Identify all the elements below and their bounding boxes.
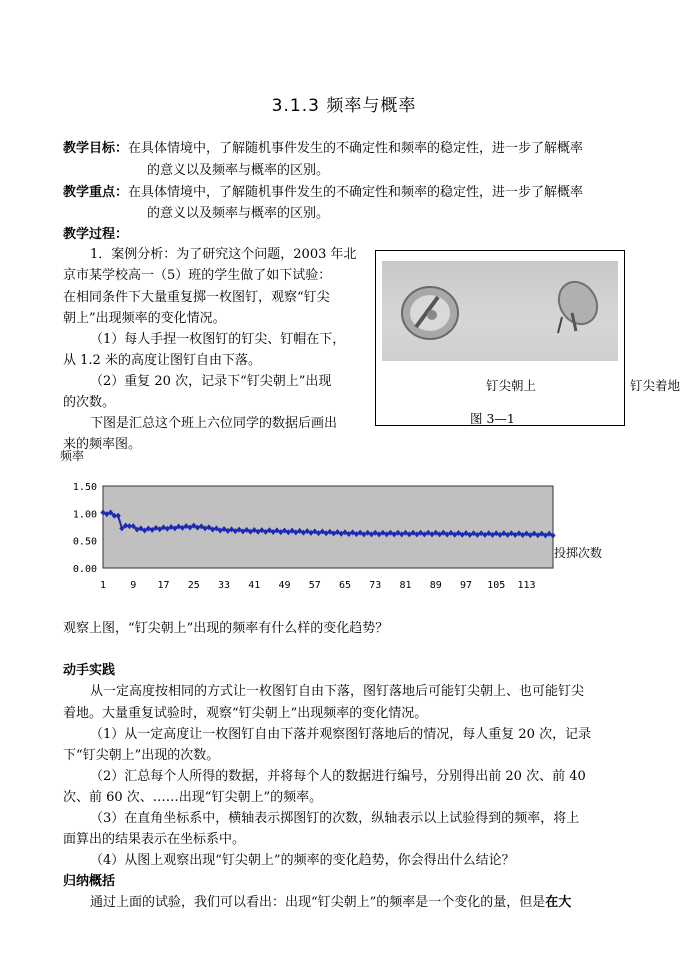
x-tick-label: 49 [278, 580, 291, 591]
process-line: 的次数。 [63, 395, 116, 410]
summary-text-bold: 在大 [545, 895, 572, 910]
x-tick-label: 105 [487, 580, 506, 591]
teaching-process-label: 教学过程： [63, 227, 129, 242]
figure-box [375, 250, 681, 426]
y-tick-label: 1.00 [72, 509, 97, 521]
teaching-goal [63, 138, 583, 160]
process-line: （1）每人手捏一枚图钉的钉尖、钉帽在下， [90, 332, 346, 347]
x-tick-label: 65 [338, 580, 352, 591]
chart-ylabel: 频率 [60, 449, 85, 463]
x-tick-label: 17 [157, 580, 170, 591]
caption-point-down: 钉尖着地 [630, 378, 681, 393]
process-line: 来的频率图。 [63, 437, 142, 452]
practice-line: 下“钉尖朝上”出现的次数。 [63, 748, 220, 763]
observation-question: 观察上图，“钉尖朝上”出现的频率有什么样的变化趋势？ [63, 621, 389, 636]
x-tick-label: 25 [187, 580, 200, 591]
x-tick-label: 113 [517, 580, 536, 591]
summary-heading: 归纳概括 [63, 874, 116, 889]
process-line: （2）重复 20 次，记录下“钉尖朝上”出现 [90, 374, 332, 389]
teaching-focus [63, 182, 583, 204]
practice-line: （2）汇总每个人所得的数据，并将每个人的数据进行编号，分别得出前 20 次、前 40 [90, 769, 586, 784]
thumbtack-photo [382, 261, 618, 361]
process-line: 在相同条件下大量重复掷一枚图钉，观察“钉尖 [63, 290, 330, 305]
frequency-chart [60, 448, 640, 598]
practice-line: （1）从一定高度让一枚图钉自由下落并观察图钉落地后的情况，每人重复 20 次，记录 [90, 727, 592, 742]
practice-line: 次、前 60 次、……出现“钉尖朝上”的频率。 [63, 790, 323, 805]
x-tick-label: 41 [248, 580, 261, 591]
y-tick-label: 0.50 [72, 536, 97, 548]
process-line: 从 1.2 米的高度让图钉自由下落。 [63, 353, 261, 368]
summary-line [90, 892, 571, 914]
practice-line: （4）从图上观察出现“钉尖朝上”的频率的变化趋势，你会得出什么结论？ [90, 853, 515, 868]
practice-line: 从一定高度按相同的方式让一枚图钉自由下落，图钉落地后可能钉尖朝上、也可能钉尖 [90, 684, 585, 699]
thumbtack-illustration [382, 261, 618, 361]
process-line: 京市某学校高一（5）班的学生做了如下试验： [63, 268, 332, 283]
process-line: 下图是汇总这个班上六位同学的数据后画出 [90, 416, 338, 431]
x-tick-label: 81 [399, 580, 412, 591]
summary-text: 通过上面的试验，我们可以看出：出现“钉尖朝上”的频率是一个变化的量，但是 [90, 895, 546, 910]
teaching-goal-text-2: 的意义以及频率与概率的区别。 [147, 163, 330, 178]
figure-label: 图 3—1 [470, 411, 515, 426]
y-tick-label: 0.00 [72, 564, 97, 575]
x-tick-label: 1 [99, 580, 107, 591]
teaching-goal-text-1: 在具体情境中，了解随机事件发生的不确定性和频率的稳定性，进一步了解概率 [128, 141, 584, 156]
x-tick-label: 89 [429, 580, 442, 591]
x-tick-label: 33 [217, 580, 231, 591]
practice-line: （3）在直角坐标系中，横轴表示掷图钉的次数，纵轴表示以上试验得到的频率，将上 [90, 811, 580, 826]
x-tick-label: 97 [460, 580, 473, 591]
teaching-focus-text-1: 在具体情境中，了解随机事件发生的不确定性和频率的稳定性，进一步了解概率 [128, 185, 584, 200]
page-title: 3.1.3 频率与概率 [271, 96, 417, 116]
practice-line: 着地。大量重复试验时，观察“钉尖朝上”出现频率的变化情况。 [63, 706, 428, 721]
teaching-focus-text-2: 的意义以及频率与概率的区别。 [147, 206, 330, 221]
process-line: 朝上”出现频率的变化情况。 [63, 311, 226, 326]
caption-point-up: 钉尖朝上 [486, 378, 537, 393]
process-line: 1．案例分析：为了研究这个问题，2003 年北 [90, 247, 357, 262]
x-tick-label: 73 [369, 580, 382, 591]
practice-line: 面算出的结果表示在坐标系中。 [63, 832, 246, 847]
y-tick-label: 1.50 [72, 482, 97, 493]
chart-xlabel: 投掷次数 [554, 546, 603, 560]
x-tick-label: 57 [308, 580, 321, 591]
x-tick-label: 9 [130, 580, 137, 591]
teaching-focus-label: 教学重点： [63, 185, 129, 200]
teaching-goal-label: 教学目标： [63, 141, 129, 156]
practice-heading: 动手实践 [63, 663, 116, 678]
